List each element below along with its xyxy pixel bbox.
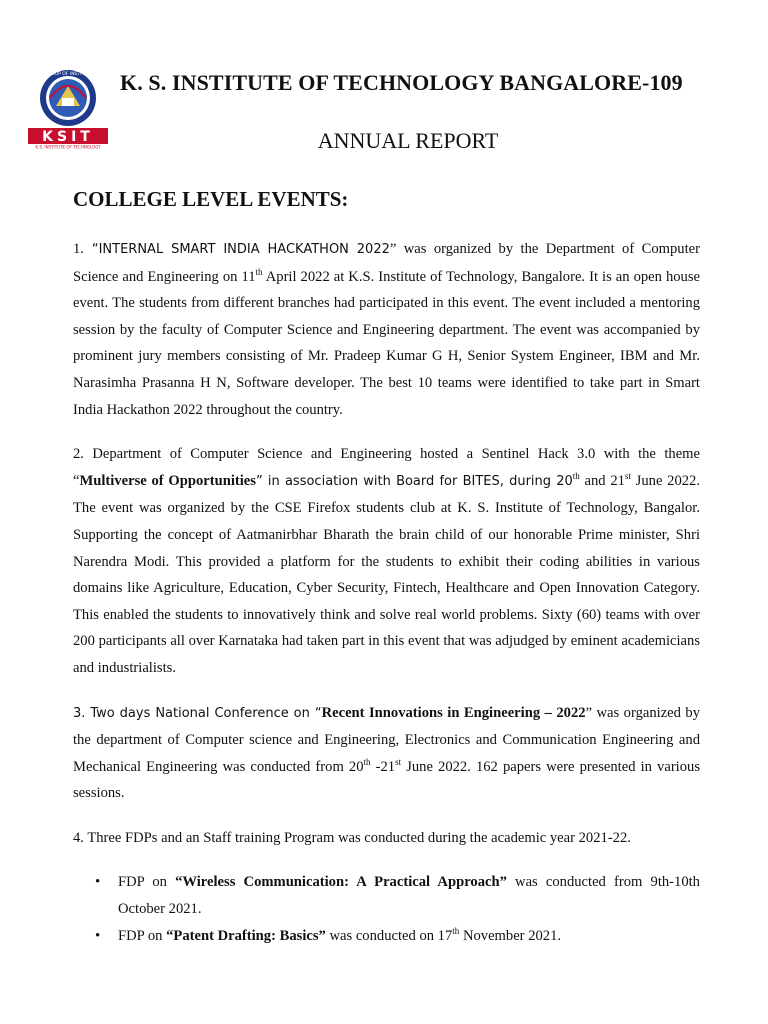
event-text: April 2022 at K.S. Institute of Technology, Bangalore. It is an open house event. The students from different branches had participated in this event. The event included a mentoring session by the faculty of Computer Science and Engineering department. The event was accompanied by prominent jury members consisting of Mr. Pradeep Kumar G H, Senior System Engineer, IBM and Mr. Narasimha Prasanna H N, Software developer. The best 10 teams were identified to take part in Smart India Hackathon 2022 throughout the country. [73,268,700,418]
fdp-prefix: FDP on [118,874,176,891]
conference-name: Recent Innovations in Engineering – 2022 [321,704,586,721]
logo-bottom-text: K.S. INSTITUTE OF TECHNOLOGY [35,144,101,150]
event-text: 3. Two days National Conference on “ [73,705,322,721]
section-heading: COLLEGE LEVEL EVENTS: [73,187,349,211]
ordinal-suffix: th [452,925,460,936]
logo-abbr: KSIT [42,129,94,145]
list-item [118,923,700,950]
ordinal-suffix: th [572,470,580,481]
event-paragraph-2 [73,441,700,681]
event-text: ” in association with Board for BITES, during 20 [255,473,573,489]
institution-title: K. S. INSTITUTE OF TECHNOLOGY BANGALORE-109 [120,70,683,95]
fdp-list [73,869,700,949]
event-text: 2. Department of Computer Science and Engineering hosted a Sentinel Hack 3.0 with the theme “ [73,446,700,489]
report-title: ANNUAL REPORT [317,128,499,153]
event-text: and 21 [579,472,625,489]
event-name: INTERNAL SMART INDIA HACKATHON 2022 [98,242,390,257]
ordinal-suffix: th [363,756,371,767]
event-text: June 2022. The event was organized by the CSE Firefox students club at K. S. Institute of Technology, Bangalor. Supporting the concept of Aatmanirbhar Bharath the brain child of our honorable Prime minister, Shri Narendra Modi. This provided a platform for the students to exhibit their coding abilities in various domains like Agriculture, Education, Cyber Security, Fintech, Healthcare and Open Innovation Category. This enabled the students to innovatively think and solve real world problems. Sixty (60) teams with over 200 participants all over Karnataka had taken part in this event that was adjudged by eminent academicians and industrialists. [73,472,700,676]
fdp-text: was conducted from 9th-10th October 2021. [118,874,700,918]
ordinal-suffix: st [624,470,631,481]
event-paragraph-1 [73,236,700,423]
list-item [118,869,700,922]
event-text: ” was organized by the Department of Computer Science and Engineering on 11 [73,241,700,285]
open-quote: “ [83,242,99,257]
event-paragraph-3 [73,700,700,807]
event-text: -21 [370,758,396,775]
ordinal-suffix: th [255,266,263,277]
fdp-prefix: FDP on [118,927,167,944]
logo-top-text: K.S. GROUP OF INSTITUTIONS [34,72,102,77]
fdp-title: “Patent Drafting: Basics” [166,927,326,944]
event-number: 1. [73,241,84,257]
ordinal-suffix: st [395,756,402,767]
fdp-title: “Wireless Communication: A Practical Approach” [175,874,507,891]
event-text: June 2022. 162 papers were presented in various sessions. [73,758,701,802]
fdp-text: November 2021. [459,927,562,944]
event-paragraph-4: 4. Three FDPs and an Staff training Program was conducted during the academic year 2021-22. [73,829,631,846]
event-text: ” was organized by the department of Computer science and Engineering, Electronics and Communication Engineering and Mechanical Engineering was conducted from 20 [73,704,701,775]
fdp-text: was conducted on 17 [325,927,453,944]
event-theme: Multiverse of Opportunities [79,472,256,489]
events-body [73,236,700,949]
